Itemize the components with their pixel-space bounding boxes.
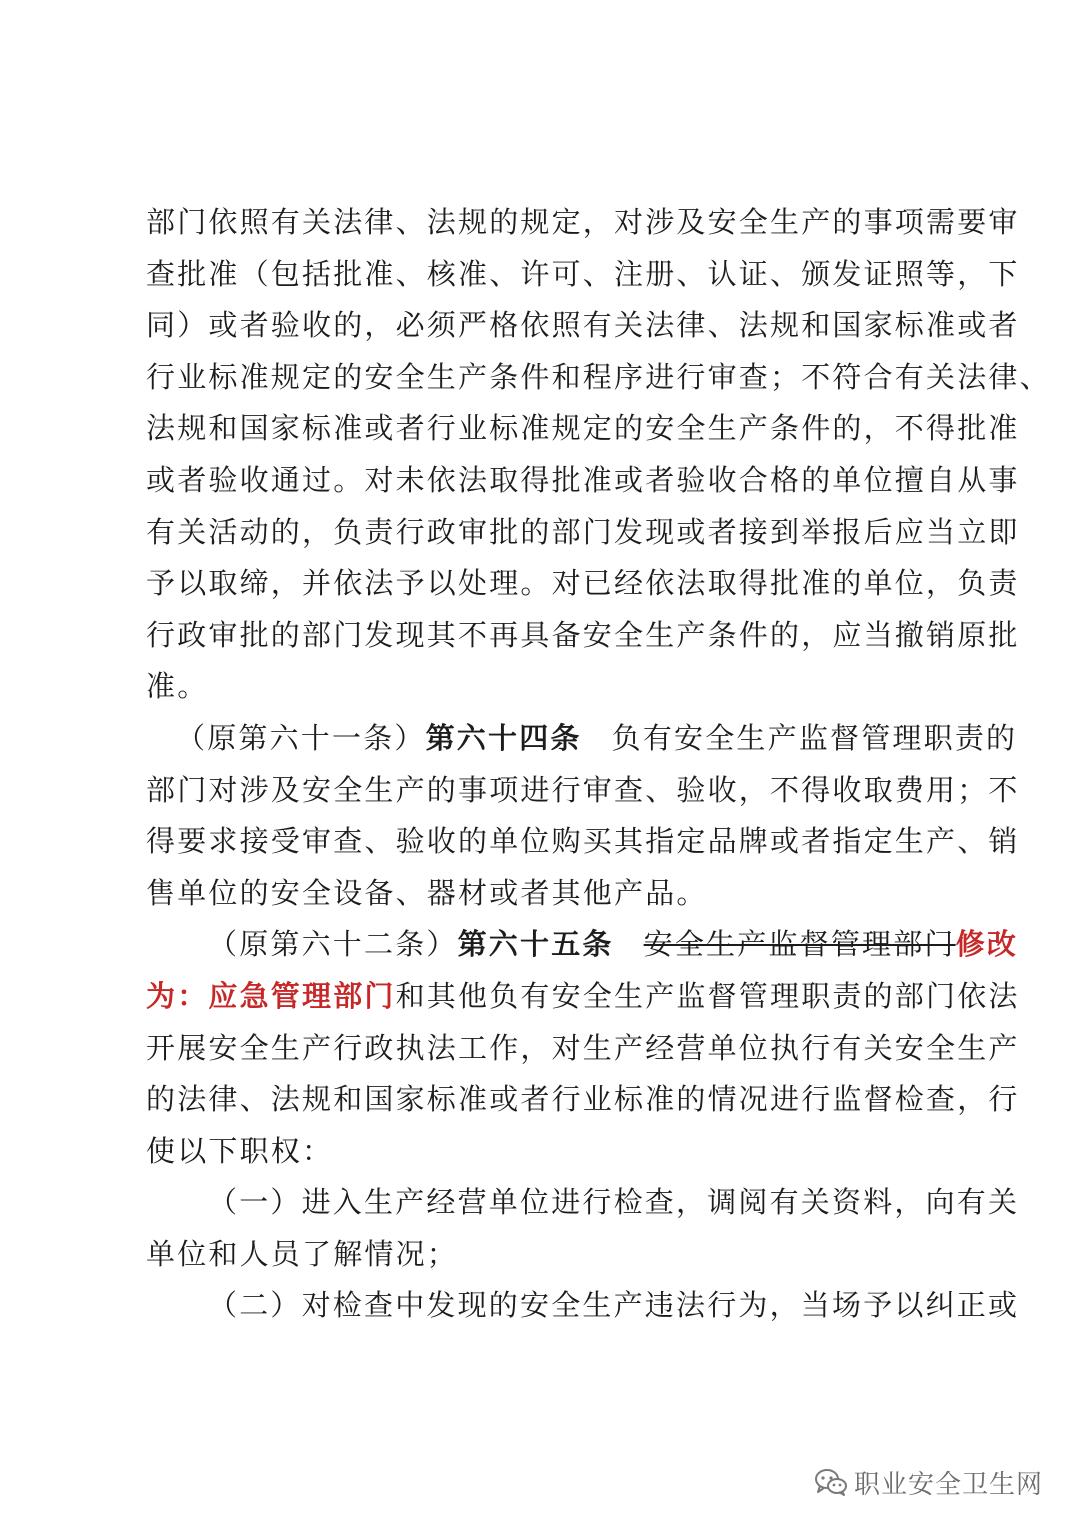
watermark-text: 职业安全卫生网: [854, 1469, 1044, 1500]
paragraph-line: 使以下职权：: [146, 1133, 334, 1168]
paragraph-line: 开展安全生产行政执法工作，对生产经营单位执行有关安全生产: [146, 1030, 1020, 1065]
paragraph-line: 查批准（包括批准、核准、许可、注册、认证、颁发证照等，下: [146, 256, 1020, 291]
paragraph-line: 得要求接受审查、验收的单位购买其指定品牌或者指定生产、销: [146, 824, 1020, 859]
paragraph-line: 法规和国家标准或者行业标准规定的安全生产条件的，不得批准: [146, 411, 1020, 446]
paragraph-line: [146, 971, 1020, 1023]
wechat-icon: [814, 1467, 848, 1497]
paragraph-line: 行政审批的部门发现其不再具备安全生产条件的，应当撤销原批: [146, 617, 1020, 652]
deleted-text: 安全生产监督管理部门: [643, 927, 956, 962]
amendment-label: 修改: [955, 927, 1019, 962]
article-65-heading-line: [146, 919, 1019, 971]
list-item-2: （二）对检查中发现的安全生产违法行为，当场予以纠正或: [208, 1288, 1020, 1323]
paragraph-line: 售单位的安全设备、器材或者其他产品。: [146, 875, 708, 910]
article-64-first-text: 负有安全生产监督管理职责的: [611, 720, 1018, 755]
paragraph-line: 准。: [146, 669, 209, 704]
article-64-original-number: （原第六十一条）: [176, 720, 426, 755]
article-64-heading-line: [146, 713, 1018, 765]
paragraph-line: 同）或者验收的，必须严格依照有关法律、法规和国家标准或者: [146, 308, 1020, 343]
list-item-1: （一）进入生产经营单位进行检查，调阅有关资料，向有关: [208, 1185, 1020, 1220]
paragraph-line: 部门依照有关法律、法规的规定，对涉及安全生产的事项需要审: [146, 205, 1020, 239]
paragraph-line: 行业标准规定的安全生产条件和程序进行审查；不符合有关法律、: [146, 359, 1051, 394]
paragraph-line: 部门对涉及安全生产的事项进行审查、验收，不得收取费用；不: [146, 772, 1020, 807]
article-64-title: 第六十四条: [425, 720, 582, 755]
article-65-original-number: （原第六十二条）: [208, 927, 458, 962]
article-65-title: 第六十五条: [457, 927, 614, 962]
amended-text: 为：应急管理部门: [146, 978, 396, 1013]
paragraph-line: 单位和人员了解情况；: [146, 1236, 459, 1271]
watermark: [814, 1462, 1043, 1502]
paragraph-line: 有关活动的，负责行政审批的部门发现或者接到举报后应当立即: [146, 514, 1020, 549]
paragraph-line: 或者验收通过。对未依法取得批准或者验收合格的单位擅自从事: [146, 462, 1020, 497]
paragraph-line: 的法律、法规和国家标准或者行业标准的情况进行监督检查，行: [146, 1082, 1020, 1117]
article-65-text: 和其他负有安全生产监督管理职责的部门依法: [395, 978, 1020, 1013]
document-page: [146, 197, 1051, 1332]
paragraph-line: 予以取缔，并依法予以处理。对已经依法取得批准的单位，负责: [146, 566, 1020, 601]
